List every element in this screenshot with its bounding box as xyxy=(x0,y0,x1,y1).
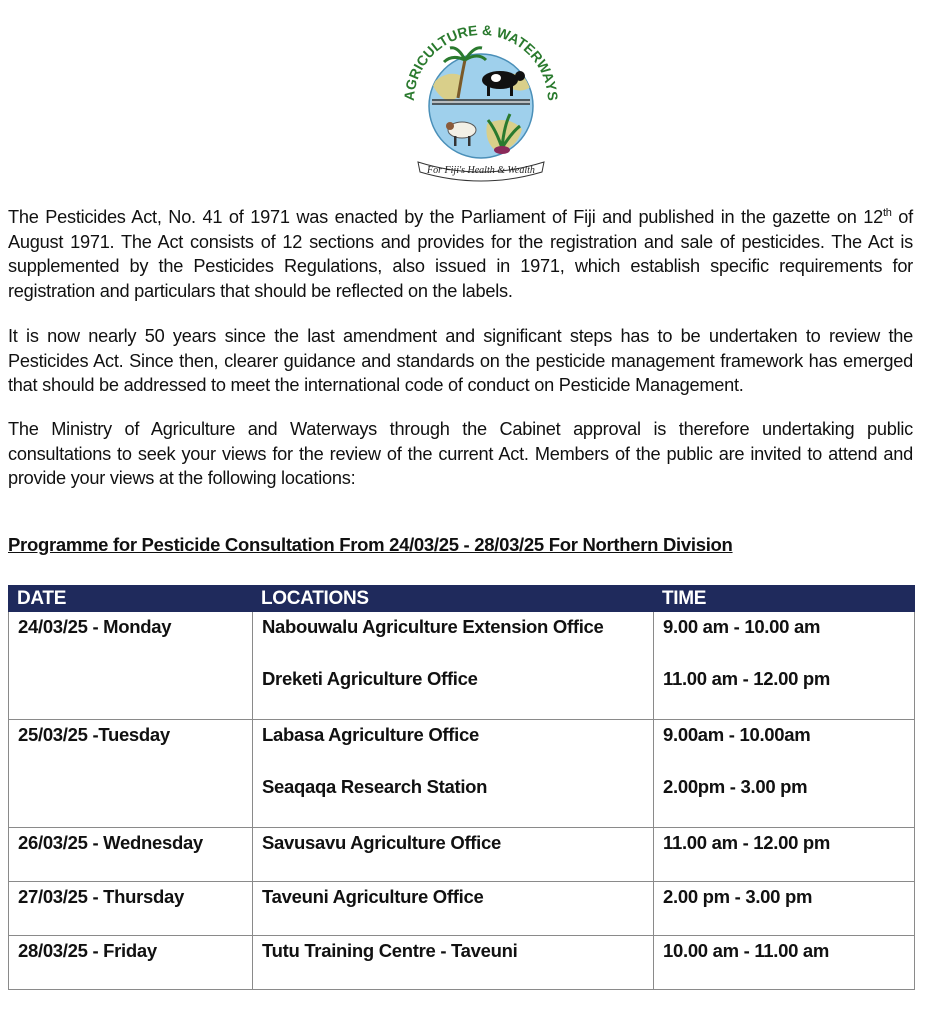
time-cell: 2.00 pm - 3.00 pm xyxy=(654,882,915,936)
header-date: DATE xyxy=(9,586,253,612)
time-cell: 10.00 am - 11.00 am xyxy=(654,936,915,990)
location-text: Labasa Agriculture Office xyxy=(262,724,479,745)
date-cell: 24/03/25 - Monday xyxy=(9,612,253,720)
table-header-row xyxy=(9,586,915,612)
logo-motto: For Fiji's Health & Wealth xyxy=(427,165,535,176)
location-text: Dreketi Agriculture Office xyxy=(262,668,478,689)
consultation-paragraph: The Ministry of Agriculture and Waterways through the Cabinet approval is therefore undertaking public consultations to seek your views for the review of the current Act. Members of the public are invited to attend and provide your views at the following locations: xyxy=(8,419,913,488)
location-text: Seaqaqa Research Station xyxy=(262,776,488,797)
location-cell: Taveuni Agriculture Office xyxy=(253,882,654,936)
time-text: 11.00 am - 12.00 pm xyxy=(663,668,831,689)
ordinal-suffix: th xyxy=(882,206,892,219)
time-cell: 11.00 am - 12.00 pm xyxy=(654,828,915,882)
table-row xyxy=(9,936,915,990)
location-text: Nabouwalu Agriculture Extension Office xyxy=(262,616,604,637)
date-cell: 28/03/25 - Friday xyxy=(9,936,253,990)
time-cell xyxy=(654,612,915,720)
globe-emblem xyxy=(429,54,533,158)
logo-banner xyxy=(418,162,544,181)
intro-paragraph xyxy=(8,205,913,303)
time-text: 2.00pm - 3.00 pm xyxy=(663,776,808,797)
header-time: TIME xyxy=(654,586,915,612)
table-row xyxy=(9,612,915,720)
time-text: 9.00 am - 10.00 am xyxy=(663,616,821,637)
logo-arc-text: AGRICULTURE & WATERWAYS xyxy=(400,21,562,102)
time-text: 9.00am - 10.00am xyxy=(663,724,811,745)
table-row xyxy=(9,882,915,936)
table-row xyxy=(9,720,915,828)
intro-text-a: The Pesticides Act, No. 41 of 1971 was enacted by the Parliament of Fiji and published in the gazette on 12 xyxy=(8,207,883,227)
date-cell: 25/03/25 -Tuesday xyxy=(9,720,253,828)
intro-text-b: of August 1971. The Act consists of 12 sections and provides for the registration and sale of pesticides. The Act is supplemented by the Pesticides Regulations, also issued in 1971, which establish specific requirements for registration and particulars that should be reflected on the labels. xyxy=(8,207,913,301)
time-cell xyxy=(654,720,915,828)
amendment-paragraph: It is now nearly 50 years since the last amendment and significant steps has to be undertaken to review the Pesticides Act. Since then, clearer guidance and standards on the pesticide management framework has emerged that should be addressed to meet the international code of conduct on Pesticide Management. xyxy=(8,326,913,395)
table-row xyxy=(9,828,915,882)
date-cell: 26/03/25 - Wednesday xyxy=(9,828,253,882)
schedule-table xyxy=(8,585,915,990)
date-cell: 27/03/25 - Thursday xyxy=(9,882,253,936)
header-locations: LOCATIONS xyxy=(253,586,654,612)
ministry-logo xyxy=(392,14,570,182)
location-cell xyxy=(253,612,654,720)
programme-heading: Programme for Pesticide Consultation From 24/03/25 - 28/03/25 For Northern Division xyxy=(8,534,733,555)
location-cell: Tutu Training Centre - Taveuni xyxy=(253,936,654,990)
location-cell: Savusavu Agriculture Office xyxy=(253,828,654,882)
location-cell xyxy=(253,720,654,828)
